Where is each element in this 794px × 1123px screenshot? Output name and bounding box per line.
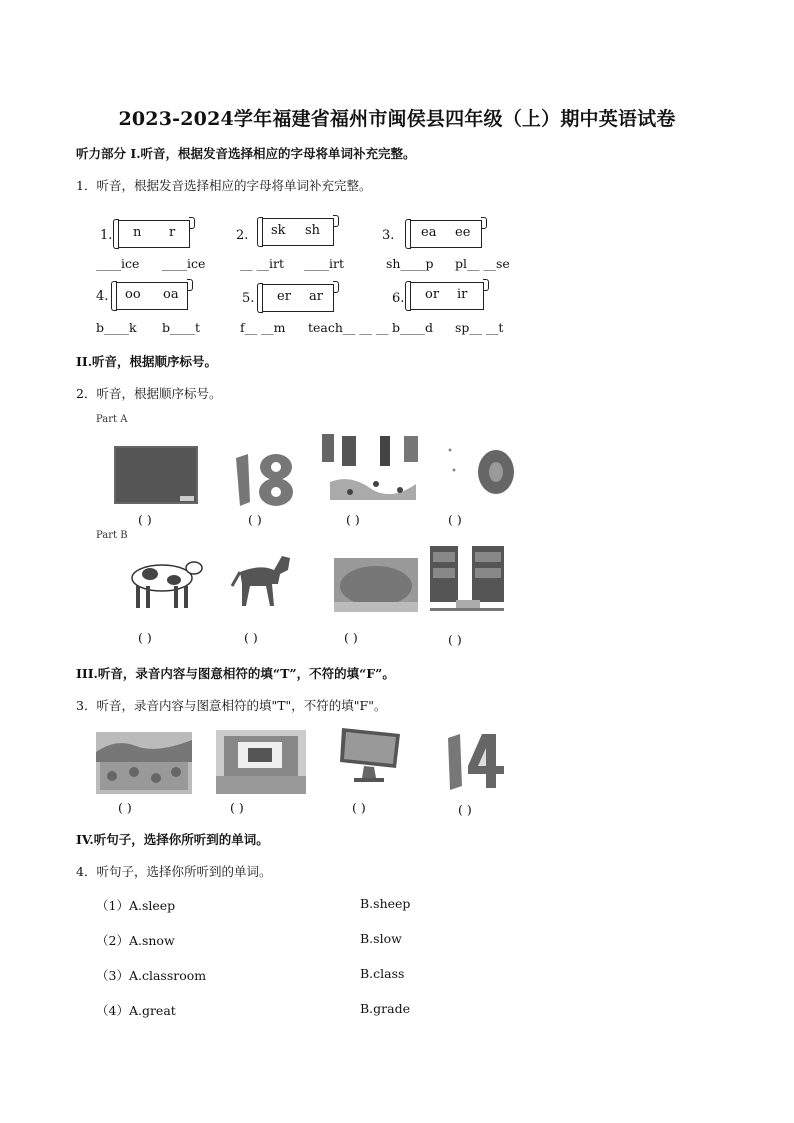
question-4: 4．听句子，选择你所听到的单词。 — [76, 864, 272, 879]
option-b[interactable]: B.class — [360, 966, 405, 981]
classroom-screen-picture — [216, 730, 306, 794]
word-blank: f__ __m — [240, 320, 286, 335]
item-number: 6. — [392, 291, 405, 306]
section-2-heading: II.听音，根据顺序标号。 — [76, 354, 218, 369]
letter-option-a: sk — [271, 223, 286, 238]
part-a-label: Part A — [96, 414, 128, 425]
letter-option-b: ee — [455, 225, 471, 240]
word-blank: __ __irt — [240, 256, 284, 271]
horse-picture — [230, 548, 296, 612]
item-number: 2. — [236, 228, 249, 243]
classroom-picture — [320, 432, 420, 502]
section-1-heading: 听力部分 I.听音，根据发音选择相应的字母将单词补充完整。 — [76, 146, 416, 161]
letter-option-b: ar — [309, 289, 323, 304]
computer-picture — [336, 724, 406, 786]
letter-scroll — [118, 220, 190, 248]
letter-option-b: ir — [457, 287, 468, 302]
part-b-label: Part B — [96, 530, 128, 541]
question-1: 1．听音，根据发音选择相应的字母将单词补充完整。 — [76, 178, 372, 193]
option-b[interactable]: B.sheep — [360, 896, 411, 911]
answer-paren[interactable]: ( ) — [448, 632, 462, 647]
option-b[interactable]: B.grade — [360, 1001, 410, 1016]
letter-option-b: r — [169, 225, 176, 240]
letter-scroll — [410, 220, 482, 248]
section-3-heading: III.听音，录音内容与图意相符的填“T”，不符的填“F”。 — [76, 666, 395, 681]
letter-scroll — [116, 282, 188, 310]
potato-picture — [334, 558, 418, 612]
letter-scroll — [262, 284, 334, 312]
letter-option-a: or — [425, 287, 440, 302]
option-a[interactable]: （1）A.sleep — [96, 898, 176, 913]
option-a[interactable]: （3）A.classroom — [96, 968, 207, 983]
word-blank: b____k — [96, 320, 137, 335]
word-blank: teach__ __ __ — [308, 320, 389, 335]
answer-paren[interactable]: ( ) — [244, 630, 258, 645]
item-number: 1. — [100, 228, 113, 243]
word-blank: b____d — [392, 320, 434, 335]
letter-option-b: sh — [305, 223, 321, 238]
number-18-picture — [232, 450, 302, 510]
letter-option-a: oo — [125, 287, 141, 302]
answer-paren[interactable]: ( ) — [448, 512, 462, 527]
answer-paren[interactable]: ( ) — [458, 802, 472, 817]
word-blank: ____irt — [304, 256, 344, 271]
letter-option-a: er — [277, 289, 291, 304]
number-14-picture — [442, 730, 512, 794]
word-blank: b____t — [162, 320, 201, 335]
answer-paren[interactable]: ( ) — [118, 800, 132, 815]
answer-paren[interactable]: ( ) — [346, 512, 360, 527]
answer-paren[interactable]: ( ) — [138, 512, 152, 527]
letter-option-b: oa — [163, 287, 179, 302]
word-blank: ____ice — [162, 256, 206, 271]
option-b[interactable]: B.slow — [360, 931, 402, 946]
answer-paren[interactable]: ( ) — [138, 630, 152, 645]
question-2: 2．听音，根据顺序标号。 — [76, 386, 222, 401]
answer-paren[interactable]: ( ) — [352, 800, 366, 815]
word-blank: ____ice — [96, 256, 140, 271]
letter-option-a: n — [133, 225, 142, 240]
cow-picture — [124, 556, 206, 612]
item-number: 3. — [382, 228, 395, 243]
answer-paren[interactable]: ( ) — [344, 630, 358, 645]
letter-option-a: ea — [421, 225, 437, 240]
section-4-heading: IV.听句子，选择你所听到的单词。 — [76, 832, 269, 847]
village-picture — [96, 732, 192, 794]
item-number: 4. — [96, 289, 109, 304]
option-a[interactable]: （2）A.snow — [96, 933, 175, 948]
answer-paren[interactable]: ( ) — [230, 800, 244, 815]
answer-paren[interactable]: ( ) — [248, 512, 262, 527]
letter-scroll — [262, 218, 334, 246]
word-blank: sp__ __t — [455, 320, 504, 335]
blackboard-picture — [114, 446, 198, 504]
page-title: 2023-2024学年福建省福州市闽侯县四年级（上）期中英语试卷 — [118, 108, 676, 130]
word-blank: pl__ __se — [455, 256, 510, 271]
word-blank: sh____p — [386, 256, 434, 271]
number-0-picture — [440, 440, 520, 502]
item-number: 5. — [242, 291, 255, 306]
library-picture — [430, 546, 504, 612]
option-a[interactable]: （4）A.great — [96, 1003, 176, 1018]
letter-scroll — [410, 282, 484, 310]
question-3: 3．听音，录音内容与图意相符的填"T"，不符的填"F"。 — [76, 698, 387, 713]
